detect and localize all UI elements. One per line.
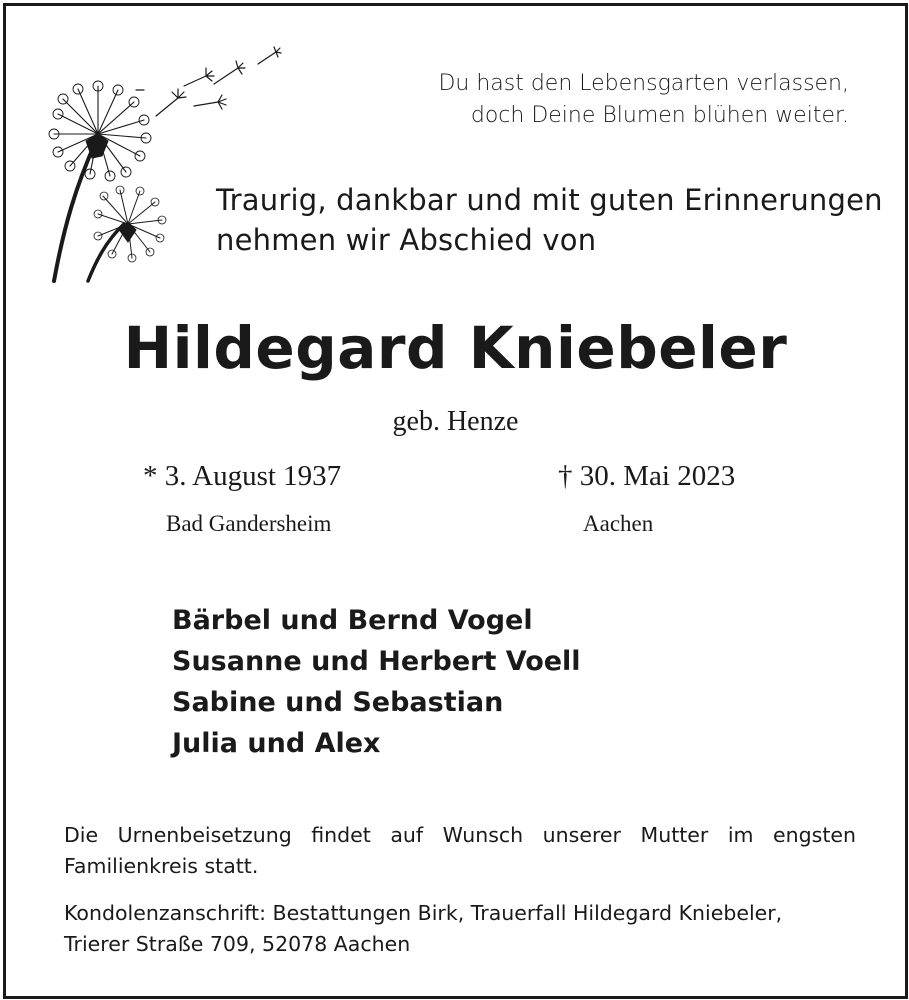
mourners-list <box>172 600 581 764</box>
obituary-frame <box>3 3 908 999</box>
condolence-line-1: Kondolenzanschrift: Bestattungen Birk, Trauerfall Hildegard Kniebeler, <box>64 901 783 925</box>
intro-line-1: Traurig, dankbar und mit guten Erinnerungen <box>216 183 883 217</box>
mourner-item: Susanne und Herbert Voell <box>172 646 581 677</box>
maiden-name: geb. Henze <box>392 406 519 437</box>
mourner-item: Julia und Alex <box>172 728 381 759</box>
motto-line-2: doch Deine Blumen blühen weiter. <box>470 103 849 128</box>
burial-notice: Die Urnenbeisetzung findet auf Wunsch unserer Mutter im engsten Familienkreis statt. <box>64 823 856 878</box>
mourner-item: Sabine und Sebastian <box>172 687 504 718</box>
motto-line-1: Du hast den Lebensgarten verlassen, <box>438 71 849 96</box>
intro-line-2: nehmen wir Abschied von <box>216 223 597 257</box>
death-date: † 30. Mai 2023 <box>558 460 736 492</box>
deceased-name: Hildegard Kniebeler <box>123 314 788 382</box>
condolence-address <box>64 898 856 960</box>
condolence-line-2: Trierer Straße 709, 52078 Aachen <box>64 932 411 956</box>
birth-place: Bad Gandersheim <box>166 511 332 536</box>
death-place: Aachen <box>583 511 654 536</box>
mourner-item: Bärbel und Bernd Vogel <box>172 605 533 636</box>
intro-text <box>216 180 883 260</box>
birth-date: * 3. August 1937 <box>143 460 342 492</box>
motto <box>438 68 849 132</box>
